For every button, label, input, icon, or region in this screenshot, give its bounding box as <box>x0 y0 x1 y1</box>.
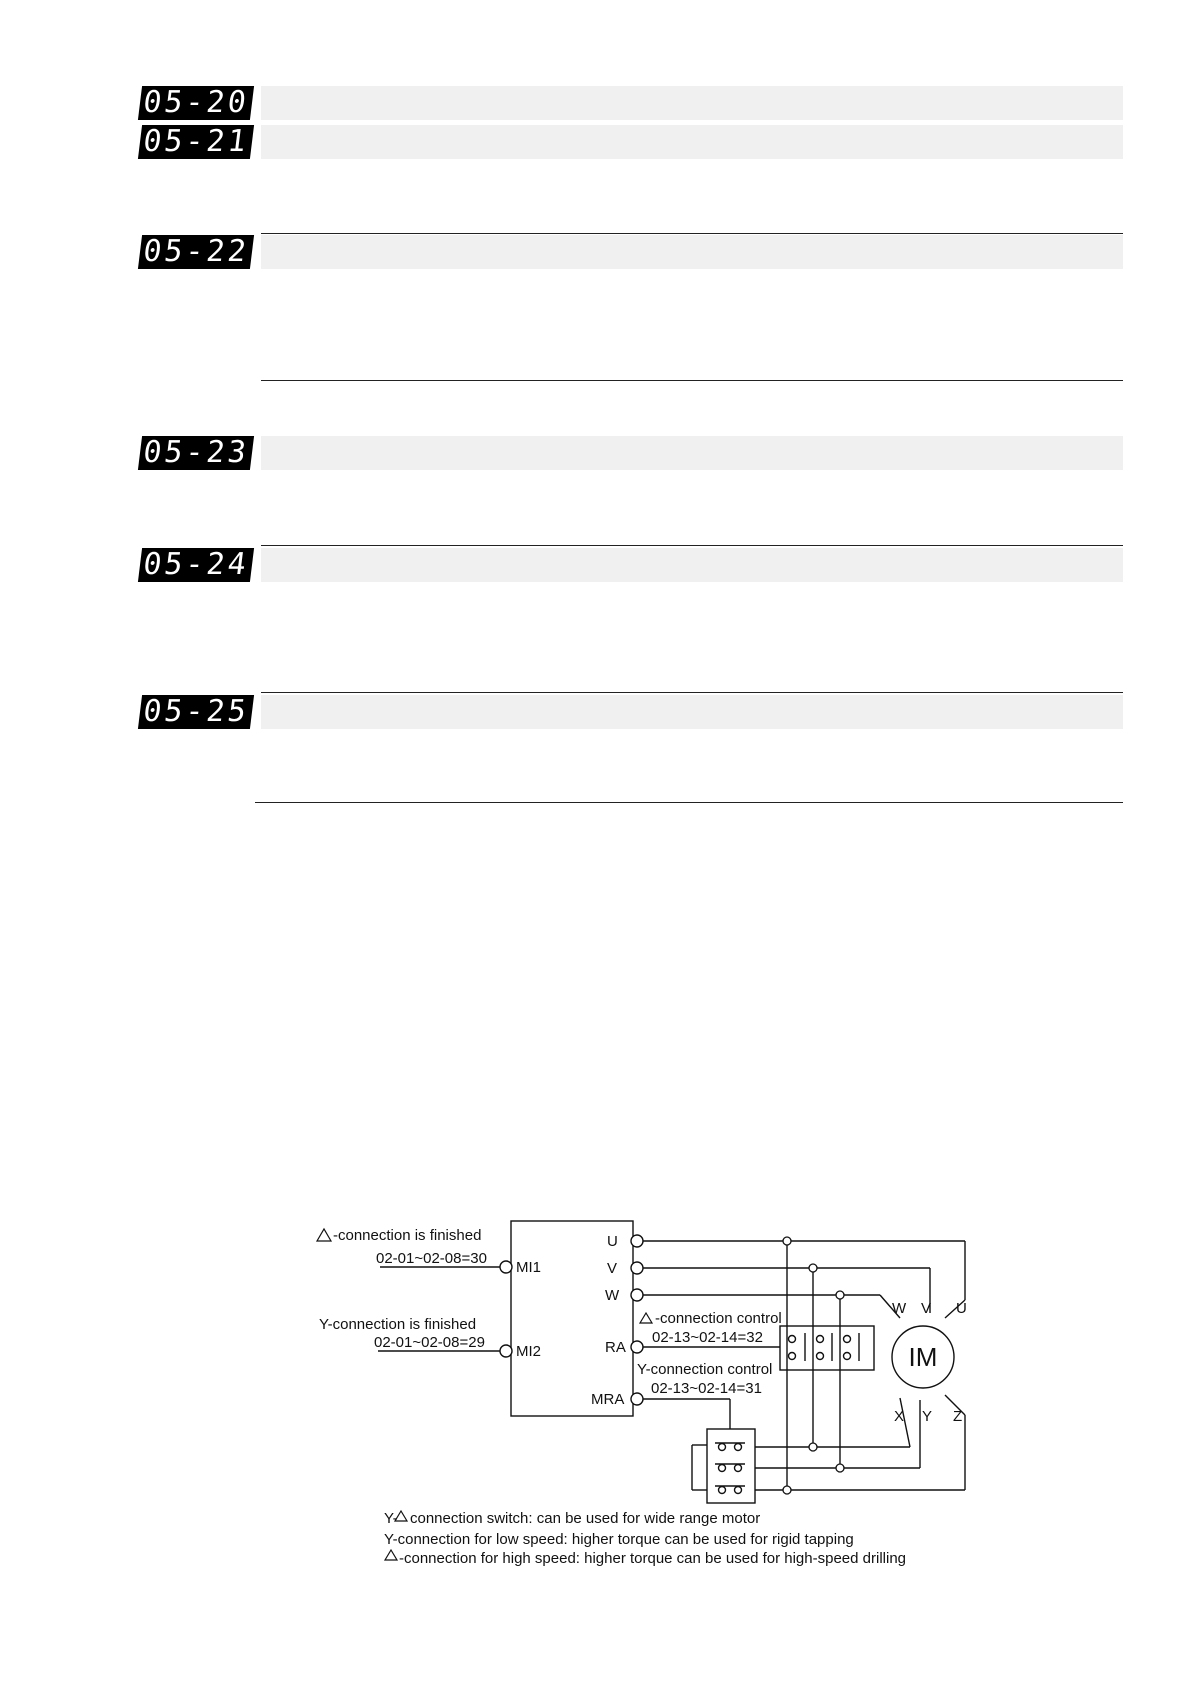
section-divider <box>255 802 1123 803</box>
delta-icon <box>640 1313 652 1323</box>
section-divider <box>261 380 1123 381</box>
note-2: Y-connection for low speed: higher torque can be used for rigid tapping <box>384 1531 854 1548</box>
output-mra-label: MRA <box>591 1391 625 1408</box>
output-ra-label: RA <box>605 1339 626 1356</box>
motor-terminal-x: X <box>894 1408 905 1425</box>
y-contactor <box>707 1429 755 1503</box>
output-w-label: W <box>605 1287 620 1304</box>
output-u-label: U <box>607 1233 618 1250</box>
motor-terminal-y: Y <box>922 1408 933 1425</box>
output-v-label: V <box>607 1260 618 1277</box>
mra-setting: 02-13~02-14=31 <box>651 1380 762 1397</box>
parameter-code-05-21: 05-21 <box>138 125 254 159</box>
mi2-terminal-label: MI2 <box>516 1343 542 1360</box>
drive-terminal-box <box>511 1221 633 1416</box>
y-delta-wiring-diagram <box>300 1215 1000 1575</box>
w-terminal-icon <box>631 1289 643 1301</box>
parameter-header-bar-05-21 <box>261 125 1123 159</box>
mi2-setting: 02-01~02-08=29 <box>374 1334 485 1351</box>
mra-caption: Y-connection control <box>637 1361 773 1378</box>
motor-terminal-z: Z <box>953 1408 963 1425</box>
parameter-code-05-23: 05-23 <box>138 436 254 470</box>
motor-terminal-v: V <box>921 1300 932 1317</box>
note-3: -connection for high speed: higher torque can be used for high-speed drilling <box>399 1550 906 1567</box>
parameter-header-bar-05-20 <box>261 86 1123 120</box>
ra-terminal-icon <box>631 1341 643 1353</box>
mra-terminal-icon <box>631 1393 643 1405</box>
parameter-code-05-20: 05-20 <box>138 86 254 120</box>
mi1-terminal-icon <box>500 1261 512 1273</box>
mi1-caption: -connection is finished <box>333 1227 482 1244</box>
parameter-header-bar-05-25 <box>261 695 1123 729</box>
note-y-prefix: Y- <box>384 1510 398 1527</box>
v-terminal-icon <box>631 1262 643 1274</box>
ra-caption: -connection control <box>655 1310 782 1327</box>
parameter-code-05-25: 05-25 <box>138 695 254 729</box>
mi1-setting: 02-01~02-08=30 <box>376 1250 487 1267</box>
parameter-code-05-24: 05-24 <box>138 548 254 582</box>
parameter-header-bar-05-22 <box>261 235 1123 269</box>
parameter-code-05-22: 05-22 <box>138 235 254 269</box>
mi2-caption: Y-connection is finished <box>319 1316 477 1333</box>
ra-setting: 02-13~02-14=32 <box>652 1329 763 1346</box>
section-divider <box>261 545 1123 546</box>
parameter-header-bar-05-24 <box>261 548 1123 582</box>
delta-contactor <box>780 1326 874 1370</box>
u-terminal-icon <box>631 1235 643 1247</box>
section-divider <box>261 233 1123 234</box>
section-divider <box>261 692 1123 693</box>
note-1: connection switch: can be used for wide range motor <box>410 1510 761 1527</box>
motor-label: IM <box>908 1342 938 1372</box>
motor-terminal-w: W <box>892 1300 907 1317</box>
parameter-header-bar-05-23 <box>261 436 1123 470</box>
mi2-terminal-icon <box>500 1345 512 1357</box>
delta-icon <box>385 1550 397 1560</box>
motor-terminal-u: U <box>956 1300 967 1317</box>
delta-icon <box>317 1229 331 1241</box>
mi1-terminal-label: MI1 <box>516 1259 542 1276</box>
